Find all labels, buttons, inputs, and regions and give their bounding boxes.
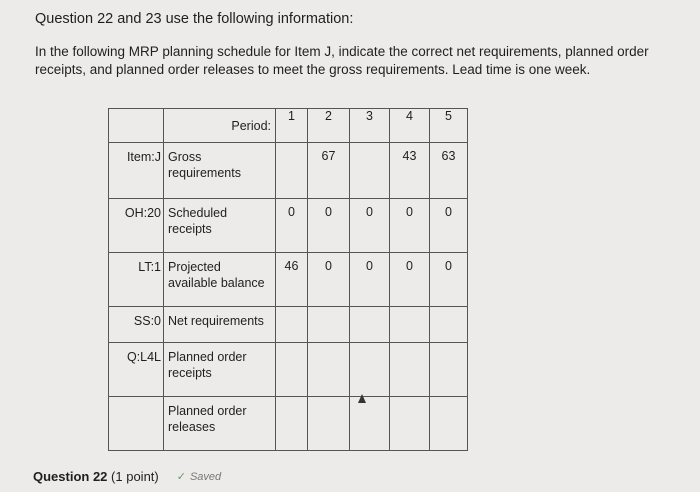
question-heading: Question 22 and 23 use the following information:	[35, 11, 354, 27]
net-requirements-label: Net requirements	[164, 307, 276, 343]
planned-order-receipts-label: Planned order receipts	[164, 343, 276, 397]
checkmark-icon: ✓	[176, 471, 186, 483]
planned-release-input-cell[interactable]	[350, 397, 390, 451]
scheduled-receipt-cell: 0	[350, 199, 390, 253]
gross-req-cell: 63	[430, 143, 468, 199]
projected-balance-row	[109, 253, 468, 307]
net-req-input-cell[interactable]	[308, 307, 350, 343]
planned-receipt-input-cell[interactable]	[308, 343, 350, 397]
planned-release-input-cell[interactable]	[390, 397, 430, 451]
projected-balance-cell: 0	[350, 253, 390, 307]
planned-receipt-input-cell[interactable]	[350, 343, 390, 397]
corner-cell	[109, 109, 164, 143]
net-req-input-cell[interactable]	[276, 307, 308, 343]
scheduled-receipts-row	[109, 199, 468, 253]
net-requirements-row	[109, 307, 468, 343]
question-intro: In the following MRP planning schedule for Item J, indicate the correct net requirements, planned order receipts, and planned order releases to meet the gross requirements. Lead time is one week.	[35, 44, 649, 77]
net-req-input-cell[interactable]	[390, 307, 430, 343]
planned-order-releases-row	[109, 397, 468, 451]
lead-time-key: LT:1	[109, 253, 164, 307]
planned-receipt-input-cell[interactable]	[276, 343, 308, 397]
planned-order-receipts-row	[109, 343, 468, 397]
scheduled-receipt-cell: 0	[390, 199, 430, 253]
gross-req-cell: 43	[390, 143, 430, 199]
scheduled-receipt-cell: 0	[430, 199, 468, 253]
item-key: Item:J	[109, 143, 164, 199]
on-hand-key: OH:20	[109, 199, 164, 253]
period-1: 1	[276, 109, 308, 143]
period-5: 5	[430, 109, 468, 143]
planned-release-input-cell[interactable]	[308, 397, 350, 451]
period-2: 2	[308, 109, 350, 143]
saved-status	[177, 470, 221, 483]
question-footer	[33, 469, 221, 484]
projected-balance-label: Projected available balance	[164, 253, 276, 307]
gross-requirements-row	[109, 143, 468, 199]
saved-label: Saved	[189, 470, 222, 483]
question-points: (1 point)	[111, 469, 159, 484]
gross-req-cell	[276, 143, 308, 199]
net-req-input-cell[interactable]	[350, 307, 390, 343]
scheduled-receipt-cell: 0	[308, 199, 350, 253]
blank-key	[109, 397, 164, 451]
lot-size-key: Q:L4L	[109, 343, 164, 397]
planned-release-input-cell[interactable]	[276, 397, 308, 451]
mouse-cursor-icon	[358, 394, 366, 403]
projected-balance-cell: 0	[390, 253, 430, 307]
scheduled-receipt-cell: 0	[276, 199, 308, 253]
gross-requirements-label: Gross requirements	[164, 143, 276, 199]
period-4: 4	[390, 109, 430, 143]
planned-release-input-cell[interactable]	[430, 397, 468, 451]
gross-req-cell: 67	[308, 143, 350, 199]
planned-receipt-input-cell[interactable]	[430, 343, 468, 397]
question-title: Question 22	[33, 469, 108, 484]
mrp-schedule-table	[108, 108, 468, 451]
planned-order-releases-label: Planned order releases	[164, 397, 276, 451]
gross-req-cell	[350, 143, 390, 199]
projected-balance-cell: 0	[430, 253, 468, 307]
period-header-row	[109, 109, 468, 143]
projected-balance-cell: 46	[276, 253, 308, 307]
period-label: Period:	[164, 109, 276, 143]
period-3: 3	[350, 109, 390, 143]
planned-receipt-input-cell[interactable]	[390, 343, 430, 397]
net-req-input-cell[interactable]	[430, 307, 468, 343]
projected-balance-cell: 0	[308, 253, 350, 307]
scheduled-receipts-label: Scheduled receipts	[164, 199, 276, 253]
safety-stock-key: SS:0	[109, 307, 164, 343]
